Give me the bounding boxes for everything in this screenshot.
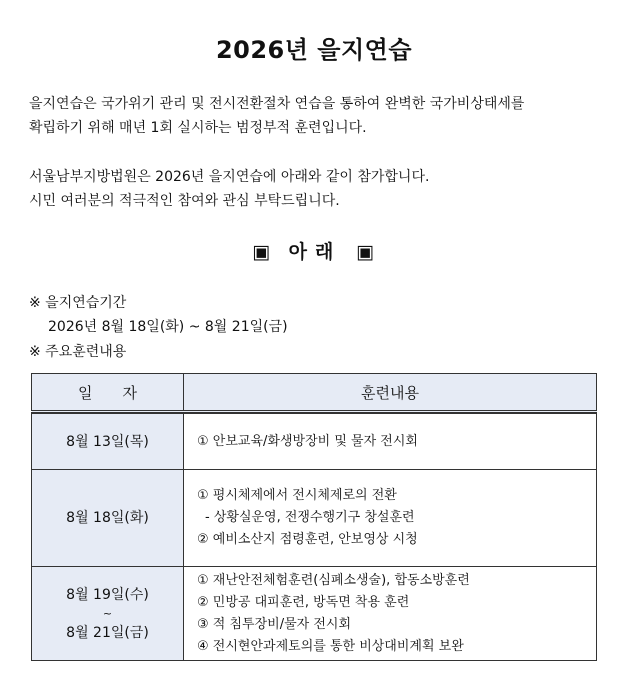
row-content <box>184 414 597 470</box>
table-row <box>32 470 597 567</box>
training-subitem: - 상황실운영, 전쟁수행기구 창설훈련 <box>205 510 415 525</box>
square-mark-right-icon: ▣ <box>355 241 376 263</box>
section-heading <box>0 237 628 264</box>
training-label: ※ 주요훈련내용 <box>29 344 127 360</box>
row-date: 8월 13일(목) <box>32 414 184 470</box>
header-content: 훈련내용 <box>184 374 597 412</box>
participation-paragraph <box>29 165 609 213</box>
training-item: ① 안보교육/화생방장비 및 물자 전시회 <box>197 433 418 449</box>
row-content <box>184 470 597 567</box>
header-date: 일자 <box>32 374 184 412</box>
row-content <box>184 567 597 661</box>
period-value: 2026년 8월 18일(화) ~ 8월 21일(금) <box>48 319 288 335</box>
table-row <box>32 567 597 661</box>
training-item: ① 재난안전체험훈련(심폐소생술), 합동소방훈련 <box>197 572 470 588</box>
row-date: 8월 18일(화) <box>32 470 184 567</box>
date-end: 8월 21일(금) <box>66 624 149 641</box>
intro-line-2: 확립하기 위해 매년 1회 실시하는 범정부적 훈련입니다. <box>29 120 367 136</box>
row-date-range <box>32 567 184 661</box>
training-item: ② 민방공 대피훈련, 방독면 착용 훈련 <box>197 594 410 610</box>
page-title: 2026년 을지연습 <box>215 36 413 64</box>
table-header-row <box>32 374 597 412</box>
table-row <box>32 414 597 470</box>
training-item: ① 평시체제에서 전시체제로의 전환 <box>197 488 397 503</box>
date-separator: ~ <box>102 606 113 620</box>
period-label: ※ 을지연습기간 <box>29 295 127 311</box>
intro-line-1: 을지연습은 국가위기 관리 및 전시전환절차 연습을 통하여 완벽한 국가비상태세를 <box>29 96 525 112</box>
participation-line-1: 서울남부지방법원은 2026년 을지연습에 아래와 같이 참가합니다. <box>29 169 430 185</box>
section-heading-text: 아래 <box>288 241 342 263</box>
date-start: 8월 19일(수) <box>66 586 149 603</box>
training-item: ④ 전시현안과제토의를 통한 비상대비계획 보완 <box>197 638 464 654</box>
square-mark-left-icon: ▣ <box>252 241 273 263</box>
training-item: ③ 적 침투장비/물자 전시회 <box>197 616 352 632</box>
intro-paragraph <box>29 92 609 140</box>
training-schedule-table <box>31 373 597 661</box>
participation-line-2: 시민 여러분의 적극적인 참여와 관심 부탁드립니다. <box>29 193 340 209</box>
training-item: ② 예비소산지 점령훈련, 안보영상 시청 <box>197 532 418 547</box>
